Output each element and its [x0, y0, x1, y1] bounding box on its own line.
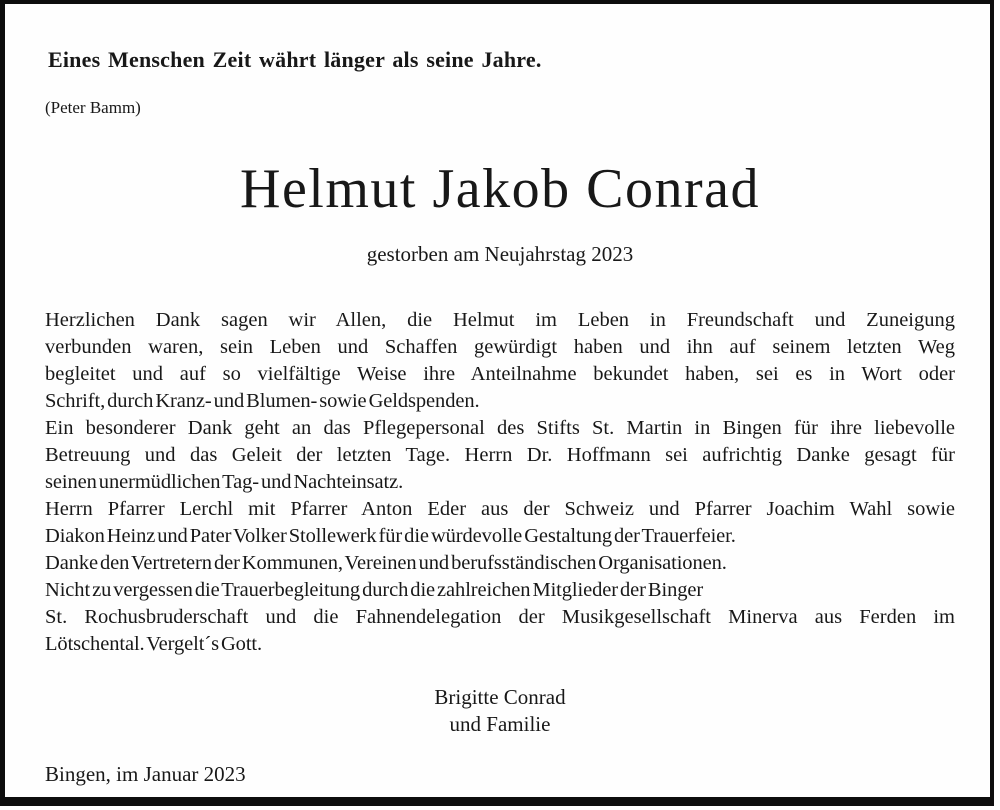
mourners-signature	[45, 684, 955, 738]
obituary-body-line: Danke den Vertretern der Kommunen, Vereinen und berufsständischen Organisationen.	[45, 552, 727, 574]
obituary-body-line: St. Rochusbruderschaft und die Fahnendelegation der Musikgesellschaft Minerva aus Ferden im	[45, 606, 955, 628]
thank-you-text	[45, 307, 955, 658]
obituary-body-line: verbunden waren, sein Leben und Schaffen gewürdigt haben und ihn auf seinem letzten Weg	[45, 336, 955, 358]
obituary-body-line: seinen unermüdlichen Tag- und Nachteinsatz.	[45, 471, 404, 493]
obituary-body-line: begleitet und auf so vielfältige Weise ihre Anteilnahme bekundet haben, sei es in Wort oder	[45, 363, 955, 385]
signature-line: Brigitte Conrad	[434, 685, 566, 709]
quote-attribution: (Peter Bamm)	[45, 98, 141, 117]
death-date-line: gestorben am Neujahrstag 2023	[366, 242, 634, 266]
obituary-body-line: Herrn Pfarrer Lerchl mit Pfarrer Anton Eder aus der Schweiz und Pfarrer Joachim Wahl sowie	[45, 498, 955, 520]
place-and-date: Bingen, im Januar 2023	[45, 762, 246, 786]
memorial-quote: Eines Menschen Zeit währt länger als seine Jahre.	[48, 47, 542, 72]
obituary-body-line: Lötschental. Vergelt´s Gott.	[45, 633, 263, 655]
obituary-body-line: Ein besonderer Dank geht an das Pflegepersonal des Stifts St. Martin in Bingen für ihre liebevolle	[45, 417, 955, 439]
obituary-body-line: Diakon Heinz und Pater Volker Stollewerk für die würdevolle Gestaltung der Trauerfeier.	[45, 525, 736, 547]
obituary-content	[45, 0, 955, 788]
deceased-name: Helmut Jakob Conrad	[240, 158, 760, 220]
obituary-body-line: Herzlichen Dank sagen wir Allen, die Helmut im Leben in Freundschaft und Zuneigung	[45, 309, 955, 331]
obituary-body-line: Nicht zu vergessen die Trauerbegleitung durch die zahlreichen Mitglieder der Binger	[45, 579, 704, 601]
signature-line: und Familie	[449, 712, 551, 736]
obituary-body-line: Betreuung und das Geleit der letzten Tage. Herrn Dr. Hoffmann sei aufrichtig Danke gesagt für	[45, 444, 955, 466]
obituary-body-line: Schrift, durch Kranz- und Blumen- sowie Geldspenden.	[45, 390, 480, 412]
